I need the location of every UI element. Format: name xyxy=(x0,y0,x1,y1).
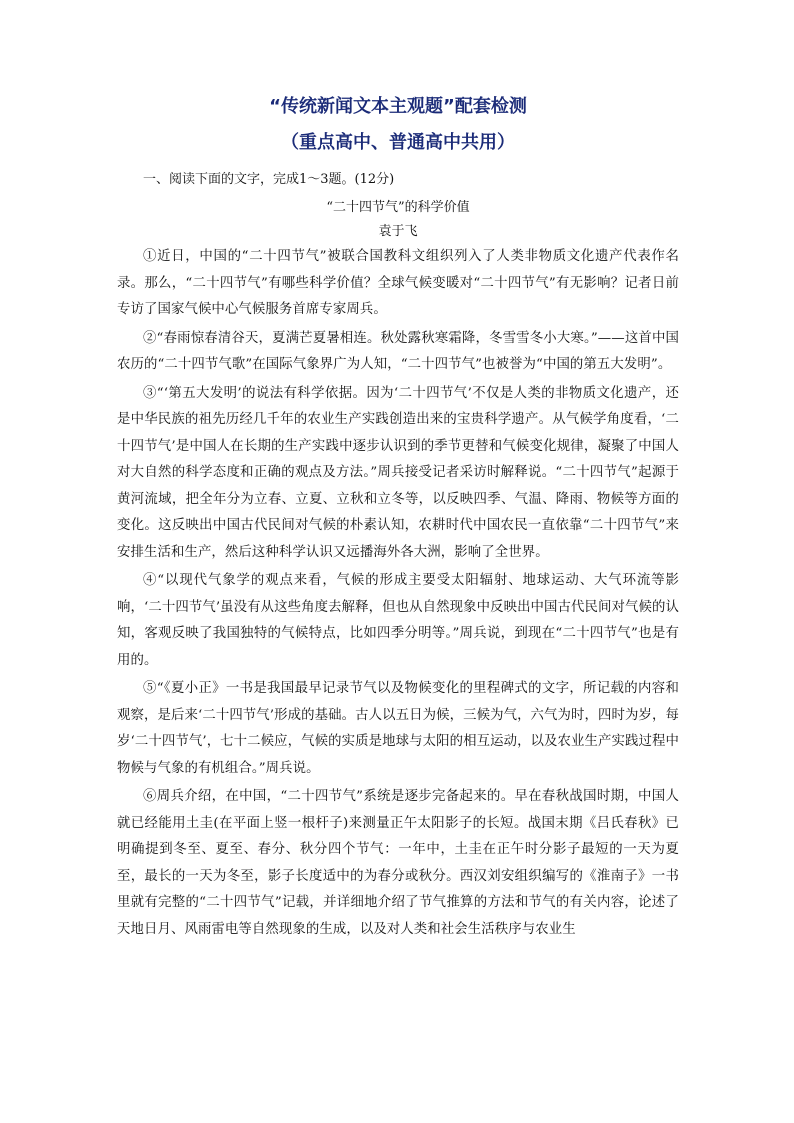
article-author: 袁于飞 xyxy=(378,224,418,239)
document-page xyxy=(117,92,679,943)
question-prompt: 一、阅读下面的文字，完成1～3题。(12分) xyxy=(143,172,395,187)
article-title: “二十四节气”的科学价值 xyxy=(326,200,470,215)
paragraph-3: ③“‘第五大发明’的说法有科学依据。因为‘二十四节气’不仅是人类的非物质文化遗产，还是中华民族的祖先历经几千年的农业生产实践创造出来的宝贵科学遗产。从气候学角度看，‘二十四节气’是中国人在长期的生产实践中逐步认识到的季节更替和气候变化规律，凝聚了中国人对大自然的科学态度和正确的观点及方法。”周兵接受记者采访时解释说。“二十四节气”起源于黄河流域，把全年分为立春、立夏、立秋和立冬等，以反映四季、气温、降雨、物候等方面的变化。这反映出中国古代民间对气候的朴素认知，农耕时代中国农民一直依靠“二十四节气”来安排生活和生产，然后这种科学认识又远播海外各大洲，影响了全世界。 xyxy=(117,385,679,560)
paragraph-6: ⑥周兵介绍，在中国，“二十四节气”系统是逐步完备起来的。早在春秋战国时期，中国人就已经能用土圭(在平面上竖一根杆子)来测量正午太阳影子的长短。战国末期《吕氏春秋》已明确提到冬至、夏至、春分、秋分四个节气：一年中，土圭在正午时分影子最短的一天为夏至，最长的一天为冬至，影子长度适中的为春分或秋分。西汉刘安组织编写的《淮南子》一书里就有完整的“二十四节气”记载，并详细地介绍了节气推算的方法和节气的有关内容，论述了天地日月、风雨雷电等自然现象的生成，以及对人类和社会生活秩序与农业生 xyxy=(117,789,679,937)
paragraph-4: ④“以现代气象学的观点来看，气候的形成主要受太阳辐射、地球运动、大气环流等影响，‘二十四节气’虽没有从这些角度去解释，但也从自然现象中反映出中国古代民间对气候的认知，客观反映了我国独特的气候特点，比如四季分明等。”周兵说，到现在“二十四节气”也是有用的。 xyxy=(117,573,679,668)
paragraph-1: ①近日，中国的“二十四节气”被联合国教科文组织列入了人类非物质文化遗产代表作名录。那么，“二十四节气”有哪些科学价值？全球气候变暖对“二十四节气”有无影响？记者日前专访了国家气候中心气候服务首席专家周兵。 xyxy=(117,249,679,317)
paragraph-2: ②“春雨惊春清谷天，夏满芒夏暑相连。秋处露秋寒霜降，冬雪雪冬小大寒。”——这首中国农历的“二十四节气歌”在国际气象界广为人知，“二十四节气”也被誉为“中国的第五大发明”。 xyxy=(117,330,679,372)
document-title: “传统新闻文本主观题”配套检测 xyxy=(269,96,527,117)
document-subtitle: （重点高中、普通高中共用） xyxy=(281,132,515,153)
paragraph-5: ⑤“《夏小正》一书是我国最早记录节气以及物候变化的里程碑式的文字，所记载的内容和观察，是后来‘二十四节气’形成的基础。古人以五日为候，三候为气，六气为时，四时为岁，每岁‘二十四节气’，七十二候应，气候的实质是地球与太阳的相互运动，以及农业生产实践过程中物候与气象的有机组合。”周兵说。 xyxy=(117,681,679,776)
